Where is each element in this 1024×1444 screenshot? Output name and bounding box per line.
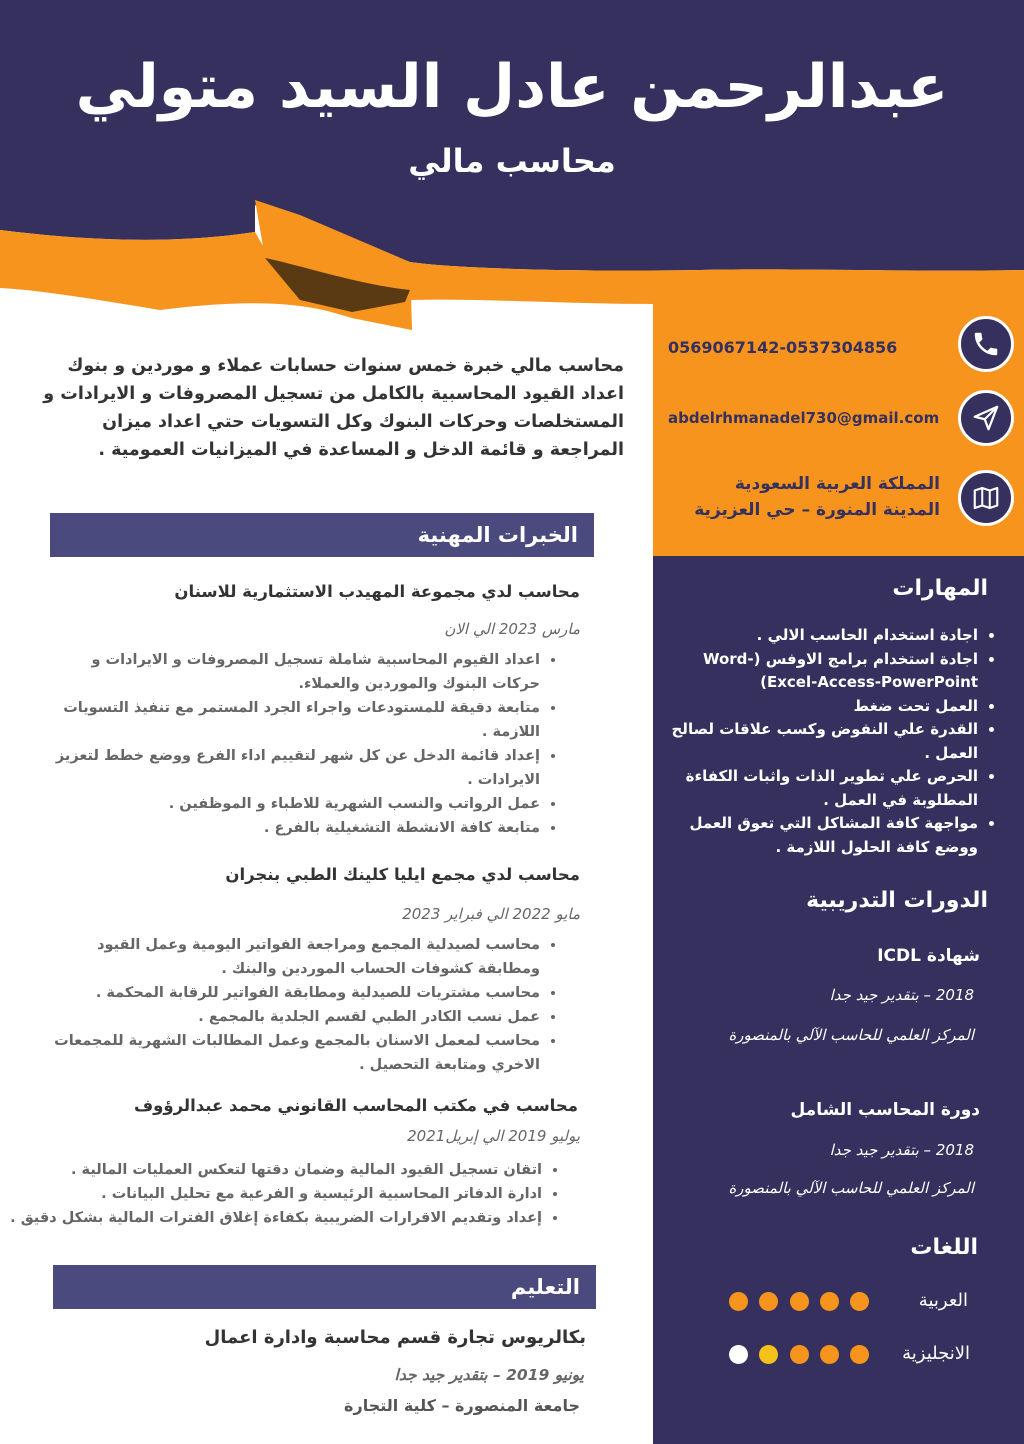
job-date: مارس 2023 الي الان (444, 620, 580, 638)
skill-item: • القدرة علي النفوض وكسب علاقات لصالح العمل . (668, 718, 978, 765)
job-duty: • اتقان تسجيل القيود المالية وضمان دقتها لتعكس العمليات المالية . (10, 1158, 542, 1182)
job-duty: • عمل الرواتب والنسب الشهرية للاطباء و الموظفين . (40, 792, 540, 816)
job-duty: • إعداد وتقديم الاقرارات الضريبية بكفاءة إغلاق الفترات المالية بشكل دقيق . (10, 1206, 542, 1230)
skill-item: • الحرص علي تطوير الذات واثبات الكفاءة المطلوبة في العمل . (668, 765, 978, 812)
language-level-dot (790, 1292, 809, 1311)
language-level-dot (759, 1292, 778, 1311)
job-date: يوليو 2019 الي إبريل2021 (407, 1127, 580, 1145)
candidate-name: عبدالرحمن عادل السيد متولي (75, 52, 949, 122)
job-duty: • محاسب لصيدلية المجمع ومراجعة الفواتير اليومية وعمل القيود ومطابقة كشوفات الحساب الموردين والبنك . (30, 933, 540, 981)
send-icon (958, 390, 1014, 446)
header-banner (0, 0, 1024, 340)
job-title: محاسب مالي (408, 142, 616, 180)
course-center: المركز العلمي للحاسب الآلي بالمنصورة (728, 1026, 974, 1044)
courses-heading: الدورات التدريبية (806, 888, 988, 913)
skill-item: • مواجهة كافة المشاكل التي تعوق العمل ووضع كافة الحلول اللازمة . (668, 812, 978, 859)
job-title: محاسب لدي مجمع ايليا كلينك الطبي بنجران (225, 865, 580, 884)
job-title: محاسب لدي مجموعة المهيدب الاستثمارية للاسنان (174, 582, 580, 601)
language-level-dot (850, 1292, 869, 1311)
skill-item: • اجادة استخدام الحاسب الالي . (668, 624, 978, 648)
education-date-grade: يونيو 2019 – بتقدير جيد جدا (394, 1366, 584, 1384)
phone-text[interactable]: 0569067142-0537304856 (668, 338, 898, 357)
language-level-dot (820, 1292, 839, 1311)
language-level-dot (790, 1345, 809, 1364)
course-center: المركز العلمي للحاسب الآلي بالمنصورة (728, 1179, 974, 1197)
course-grade: 2018 – بتقدير جيد جدا (829, 986, 974, 1004)
location-line2: المدينة المنورة – حي العزيزية (694, 500, 940, 520)
profile-summary: محاسب مالي خبرة خمس سنوات حسابات عملاء و موردين و بنوك اعداد القيود المحاسبية بالكامل من تسجيل المصروفات و الايرادات و المستخلصات وحركات البنوك وكل التسويات حتي اعداد ميزان المراجعة و قائمة الدخل و المساعدة في الميزانيات العمومية . (43, 356, 624, 460)
language-name: العربية (918, 1290, 968, 1311)
skill-item: • العمل تحت ضغط (668, 695, 978, 719)
course-title: شهادة ICDL (877, 946, 980, 966)
map-icon (958, 470, 1014, 526)
job-date: مايو 2022 الي فبراير 2023 (402, 905, 580, 923)
job-duty: • محاسب مشتريات للصيدلية ومطابقة الفواتير للرقابة المحكمة . (30, 981, 540, 1005)
location-text (668, 471, 940, 523)
location-line1: المملكة العربية السعودية (734, 474, 940, 494)
languages-heading: اللغات (910, 1235, 978, 1260)
job-duty: • عمل نسب الكادر الطبي لقسم الجلدية بالمجمع . (30, 1005, 540, 1029)
job-duties (40, 648, 568, 840)
language-level-dot (729, 1345, 748, 1364)
language-level-dot (729, 1292, 748, 1311)
phone-icon (958, 316, 1014, 372)
language-level-dot (759, 1345, 778, 1364)
job-duty: • محاسب لمعمل الاسنان بالمجمع وعمل المطالبات الشهرية للمجمعات الاخري ومتابعة التحصيل . (30, 1029, 540, 1077)
skill-item: • اجادة استخدام برامج الاوفس (Word-Excel-Access-PowerPoint) (668, 648, 978, 695)
job-duties (30, 933, 568, 1077)
experience-heading: الخبرات المهنية (50, 513, 594, 557)
job-duty: • اعداد القيوم المحاسبية شاملة تسجيل المصروفات و الايرادات و حركات البنوك والموردين والعملاء. (40, 648, 540, 696)
job-duties (10, 1158, 570, 1230)
email-text[interactable]: abdelrhmanadel730@gmail.com (668, 409, 940, 427)
skills-list (668, 624, 1008, 859)
education-degree: بكالريوس تجارة قسم محاسبة وادارة اعمال (204, 1327, 586, 1348)
language-level-dot (820, 1345, 839, 1364)
job-title: محاسب في مكتب المحاسب القانوني محمد عبدالرؤوف (133, 1096, 578, 1115)
job-duty: • متابعة كافة الانشطة التشغيلية بالفرع . (40, 816, 540, 840)
language-name: الانجليزية (902, 1343, 970, 1364)
course-title: دورة المحاسب الشامل (790, 1100, 980, 1120)
course-grade: 2018 – بتقدير جيد جدا (829, 1141, 974, 1159)
language-level-dot (850, 1345, 869, 1364)
header-navy-shape (0, 0, 1024, 271)
skills-heading: المهارات (892, 576, 988, 601)
job-duty: • ادارة الدفاتر المحاسبية الرئيسية و الفرعية مع تحليل البيانات . (10, 1182, 542, 1206)
education-school: جامعة المنصورة – كلية التجارة (344, 1396, 580, 1415)
job-duty: • متابعة دقيقة للمستودعات واجراء الجرد المستمر مع تنفيذ التسويات اللازمة . (40, 696, 540, 744)
education-heading: التعليم (53, 1265, 596, 1309)
job-duty: • إعداد قائمة الدخل عن كل شهر لتقييم اداء الفرع ووضع خطط لتعزيز الايرادات . (40, 744, 540, 792)
